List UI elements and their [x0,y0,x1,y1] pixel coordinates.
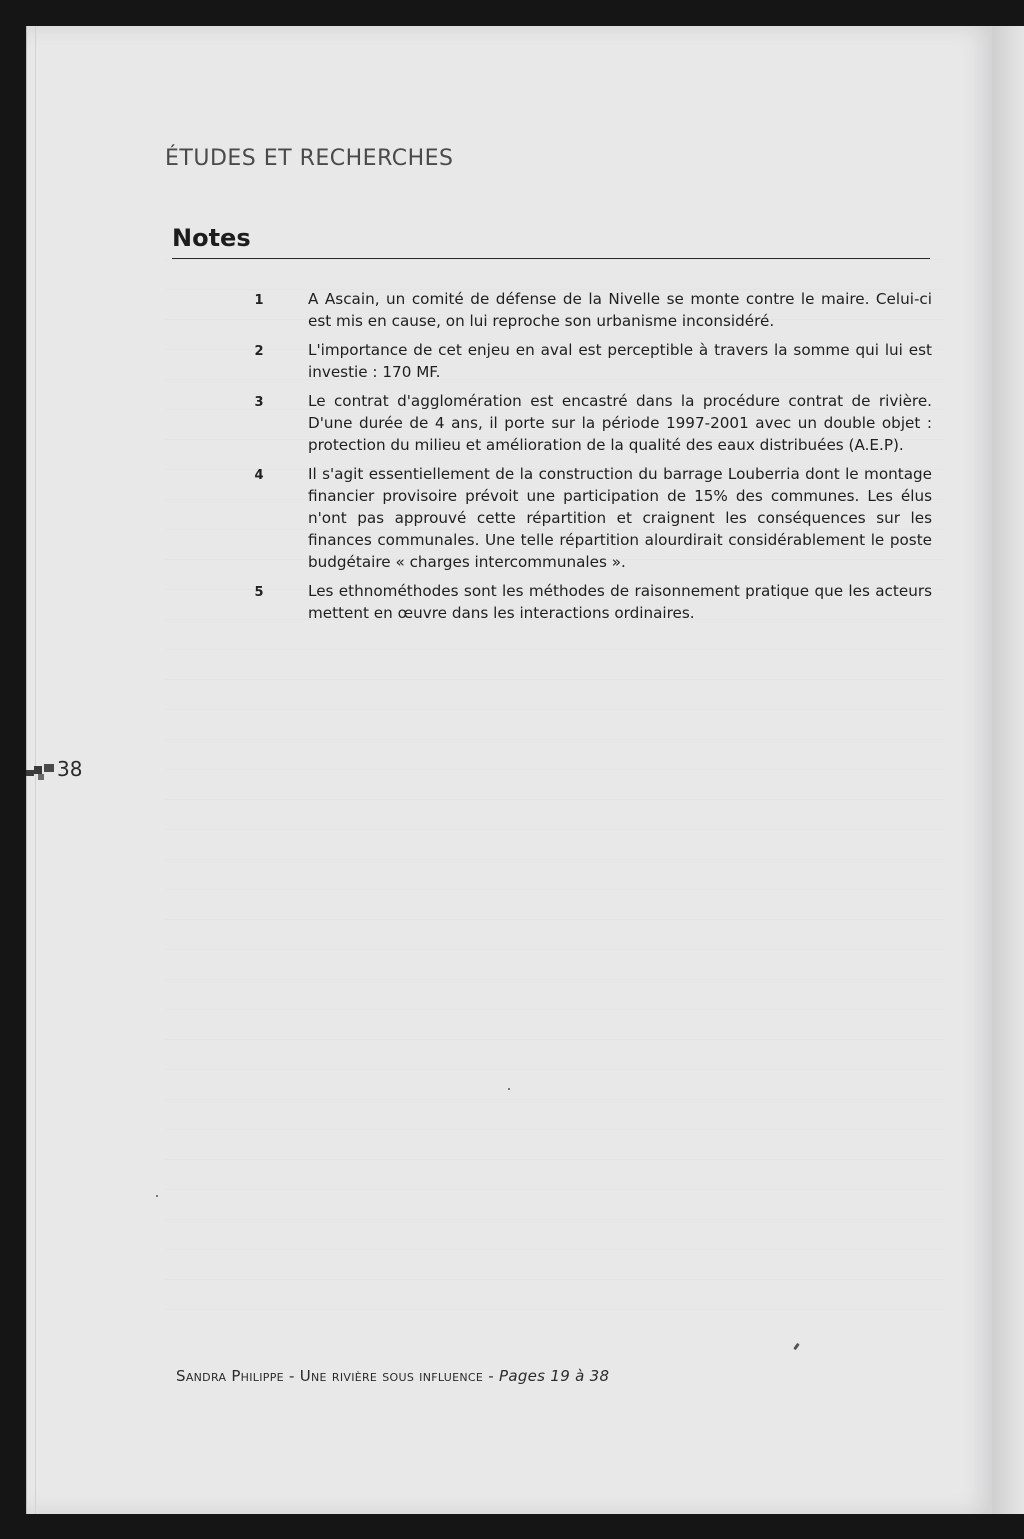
note-number: 4 [254,468,264,483]
notes-heading: Notes [172,224,251,252]
running-footer [176,1367,609,1385]
footer-author: Sandra Philippe [176,1367,284,1385]
notes-list [172,288,932,631]
footer-page-range: Pages 19 à 38 [499,1367,610,1385]
paper-speck [156,1195,158,1197]
footer-separator: - [483,1367,499,1385]
note-text: Les ethnométhodes sont les méthodes de raisonnement pratique que les acteurs mettent en œuvre dans les interactions ordinaires. [308,582,932,622]
notes-divider [172,258,930,259]
note-text: Il s'agit essentiellement de la construction du barrage Louberria dont le montage financier provisoire prévoit une participation de 15% des communes. Les élus n'ont pas approuvé cette répartition et craignent les conséquences sur les finances communales. Une telle répartition alourdirait considérablement le poste budgétaire « charges intercommunales ». [308,465,932,571]
note-item [172,390,932,456]
note-item [172,463,932,573]
note-item [172,288,932,332]
note-number: 2 [254,344,264,359]
note-item [172,339,932,383]
paper-speck [508,1088,510,1090]
note-text: L'importance de cet enjeu en aval est perceptible à travers la somme qui lui est investie : 170 MF. [308,341,932,381]
note-number: 3 [254,395,264,410]
footer-article-title: Une rivière sous influence [299,1367,484,1385]
adjacent-page-edge [992,26,1024,1514]
note-item [172,580,932,624]
footer-separator: - [283,1367,300,1385]
note-text: A Ascain, un comité de défense de la Nivelle se monte contre le maire. Celui-ci est mis en cause, on lui reproche son urbanisme inconsidéré. [308,290,932,330]
note-text: Le contrat d'agglomération est encastré dans la procédure contrat de rivière. D'une durée de 4 ans, il porte sur la période 1997-2001 avec un double objet : protection du milieu et amélioration de la qualité des eaux distribuées (A.E.P). [308,392,932,454]
page-marker-icon [26,762,56,786]
page-number: 38 [57,757,83,781]
note-number: 5 [254,585,264,600]
section-header: ÉTUDES ET RECHERCHES [165,146,454,171]
note-number: 1 [254,293,264,308]
